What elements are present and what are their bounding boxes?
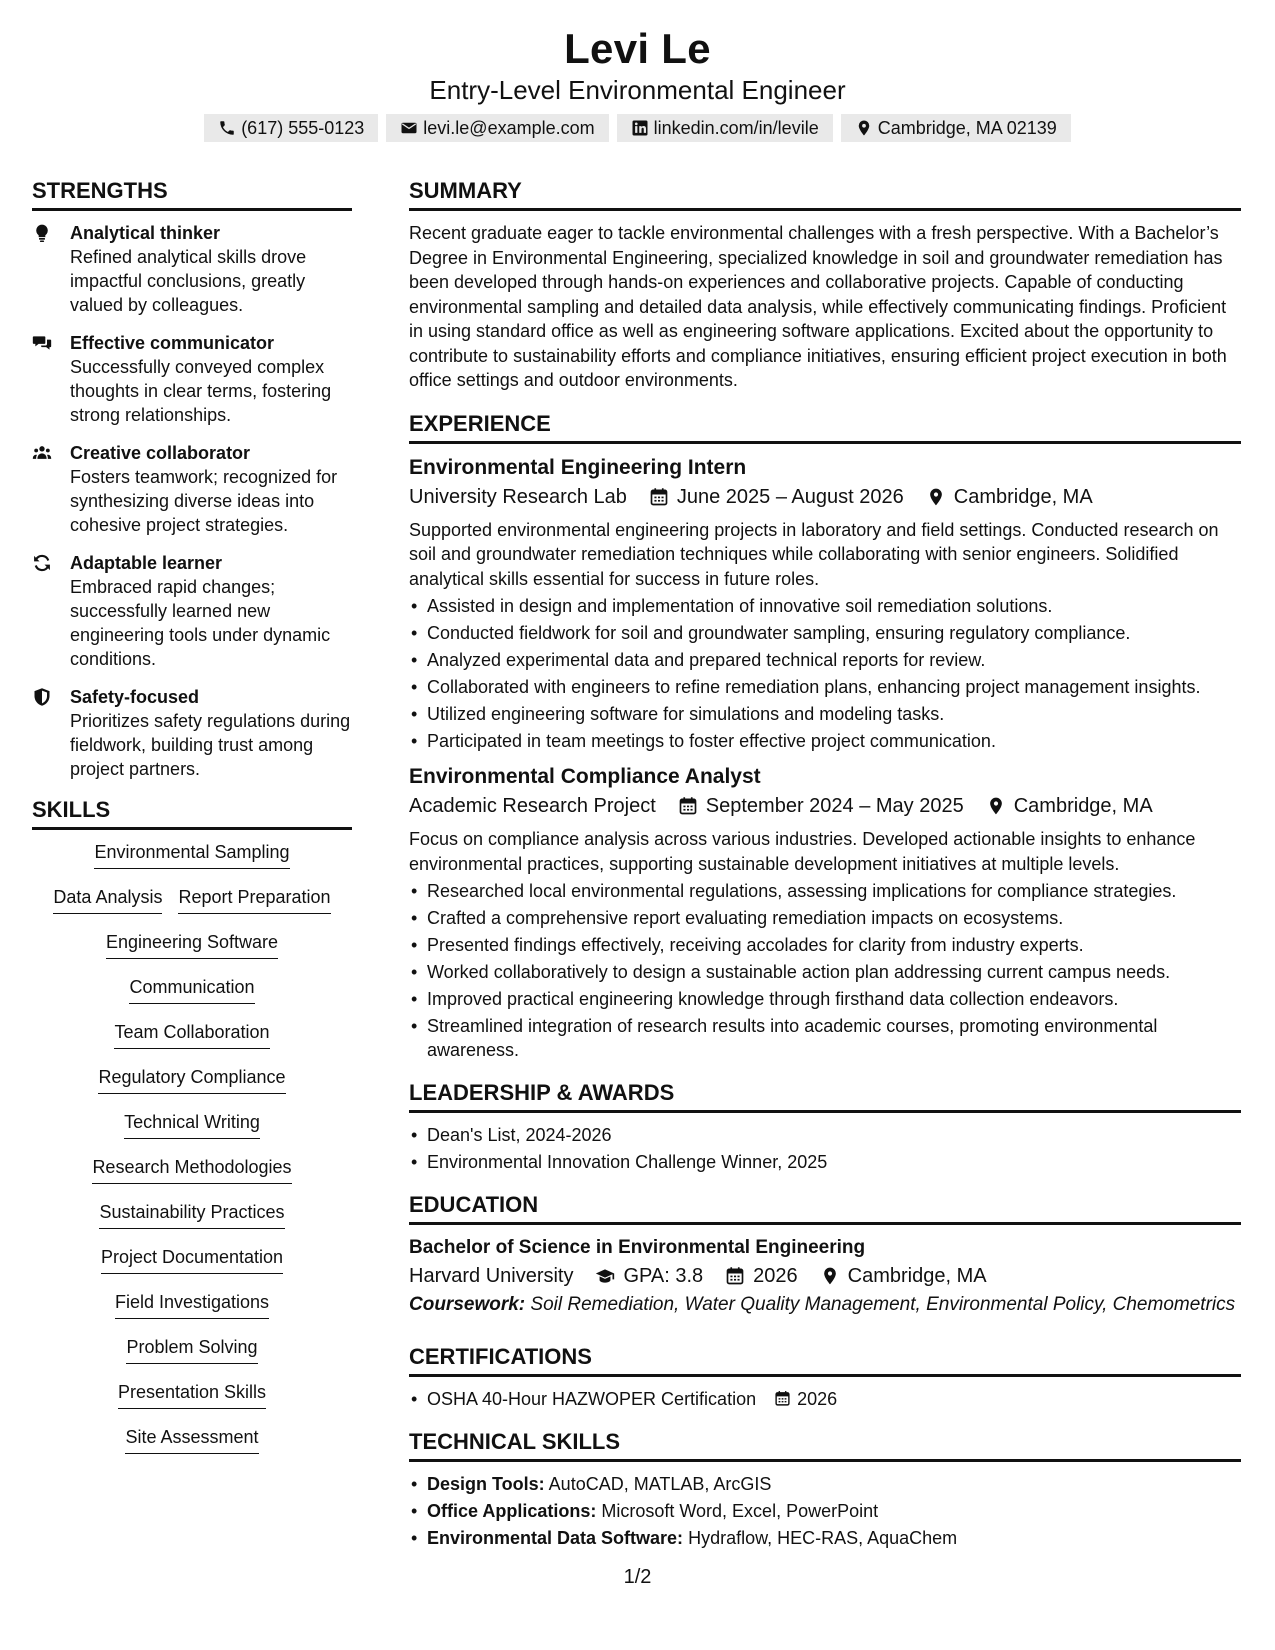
- summary-heading: SUMMARY: [409, 176, 1241, 211]
- strength-desc: Successfully conveyed complex thoughts in clear terms, fostering strong relationships.: [70, 357, 332, 425]
- list-item: [409, 1526, 1241, 1550]
- job-org: Academic Research Project: [409, 795, 656, 817]
- school-name: Harvard University: [409, 1265, 574, 1287]
- phone-icon: [218, 119, 236, 137]
- resume-header: [0, 24, 1275, 142]
- technical-skills-section: [409, 1427, 1241, 1550]
- strength-desc: Refined analytical skills drove impactful conclusions, greatly valued by colleagues.: [70, 247, 307, 315]
- contact-email[interactable]: [386, 114, 608, 142]
- strength-item: [32, 685, 352, 781]
- job-meta: [409, 482, 1241, 512]
- list-item: • Collaborated with engineers to refine remediation plans, enhancing project management insights.: [409, 675, 1241, 699]
- leadership-heading: LEADERSHIP & AWARDS: [409, 1078, 1241, 1113]
- job-bullets: [409, 879, 1241, 1062]
- education-heading: EDUCATION: [409, 1190, 1241, 1225]
- tech-label: Environmental Data Software:: [427, 1527, 684, 1548]
- strength-item: [32, 551, 352, 671]
- job-entry: [409, 763, 1241, 1062]
- skill-tag: Engineering Software: [106, 930, 278, 959]
- experience-heading: EXPERIENCE: [409, 409, 1241, 444]
- shield-icon: [32, 685, 70, 781]
- skill-tag: Project Documentation: [101, 1245, 283, 1274]
- job-location: Cambridge, MA: [953, 485, 1093, 508]
- skill-tag: Technical Writing: [124, 1110, 260, 1139]
- job-description: Supported environmental engineering projects in laboratory and field settings. Conducted research on soil and groundwater remediation techniques while collaborating with senior engineers. Solidified analytical skills essential for success in future roles.: [409, 519, 1219, 589]
- job-bullets: [409, 594, 1241, 753]
- tech-value: Microsoft Word, Excel, PowerPoint: [596, 1500, 879, 1521]
- strength-desc: Embraced rapid changes; successfully learned new engineering tools under dynamic conditions.: [70, 577, 331, 669]
- strength-item: [32, 221, 352, 317]
- graduation-year: 2026: [753, 1265, 798, 1287]
- map-marker-icon: [926, 487, 946, 507]
- leadership-section: [409, 1078, 1241, 1174]
- technical-skills-heading: TECHNICAL SKILLS: [409, 1427, 1241, 1462]
- strength-title: Safety-focused: [70, 687, 200, 707]
- list-item: • Assisted in design and implementation of innovative soil remediation solutions.: [409, 594, 1241, 618]
- education-meta: [409, 1261, 1241, 1291]
- linkedin-icon: [631, 119, 649, 137]
- page-number: 1/2: [623, 1566, 652, 1588]
- strength-title: Creative collaborator: [70, 443, 251, 463]
- technical-skills-list: [409, 1472, 1241, 1550]
- list-item: [409, 1472, 1241, 1496]
- list-item: • Analyzed experimental data and prepared technical reports for review.: [409, 648, 1241, 672]
- comments-icon: [32, 331, 70, 427]
- skill-tag: Communication: [129, 975, 254, 1004]
- contact-phone[interactable]: [204, 114, 378, 142]
- phone-text: (617) 555-0123: [241, 117, 365, 138]
- leadership-list: [409, 1123, 1241, 1174]
- list-item: [409, 1499, 1241, 1523]
- list-item: • Streamlined integration of research results into academic courses, promoting environmental awareness.: [409, 1014, 1241, 1062]
- list-item: • Researched local environmental regulations, assessing implications for compliance strategies.: [409, 879, 1241, 903]
- summary-section: [409, 176, 1241, 393]
- tech-value: Hydraflow, HEC-RAS, AquaChem: [683, 1527, 958, 1548]
- strength-item: [32, 331, 352, 427]
- certification-year: 2026: [797, 1388, 838, 1409]
- certification-name: • OSHA 40-Hour HAZWOPER Certification: [427, 1388, 757, 1409]
- location-text: Cambridge, MA 02139: [877, 117, 1057, 138]
- graduation-cap-icon: [595, 1266, 615, 1286]
- strength-desc: Fosters teamwork; recognized for synthesizing diverse ideas into cohesive project strategies.: [70, 467, 338, 535]
- job-entry: [409, 454, 1241, 754]
- list-item: • Worked collaboratively to design a sustainable action plan addressing current campus needs.: [409, 960, 1241, 984]
- strengths-heading: STRENGTHS: [32, 176, 352, 211]
- coursework: [409, 1293, 1241, 1318]
- skill-tag: Environmental Sampling: [94, 840, 289, 869]
- candidate-title: Entry-Level Environmental Engineer: [429, 75, 846, 105]
- certifications-section: [409, 1342, 1241, 1411]
- list-item: • Presented findings effectively, receiving accolades for clarity from industry experts.: [409, 933, 1241, 957]
- calendar-icon: [678, 796, 698, 816]
- strength-title: Effective communicator: [70, 333, 275, 353]
- coursework-label: Coursework:: [409, 1294, 526, 1315]
- job-location: Cambridge, MA: [1013, 795, 1153, 817]
- job-meta: [409, 791, 1241, 821]
- list-item: • Participated in team meetings to foster effective project communication.: [409, 729, 1241, 753]
- contact-location: [841, 114, 1071, 142]
- job-description: Focus on compliance analysis across various industries. Developed actionable insights to enhance environmental practices, supporting sustainable development initiatives at multiple levels.: [409, 829, 1196, 874]
- list-item: • Crafted a comprehensive report evaluating remediation impacts on ecosystems.: [409, 906, 1241, 930]
- job-role: Environmental Compliance Analyst: [409, 765, 761, 788]
- list-item: • Improved practical engineering knowledge through firsthand data collection endeavors.: [409, 987, 1241, 1011]
- candidate-name: Levi Le: [564, 25, 711, 72]
- list-item: • Utilized engineering software for simulations and modeling tasks.: [409, 702, 1241, 726]
- users-icon: [32, 441, 70, 537]
- skill-tag: Presentation Skills: [118, 1380, 266, 1409]
- degree-name: Bachelor of Science in Environmental Engineering: [409, 1237, 866, 1258]
- skill-tag: Report Preparation: [178, 885, 330, 914]
- list-item: • Conducted fieldwork for soil and groundwater sampling, ensuring regulatory compliance.: [409, 621, 1241, 645]
- job-dates: June 2025 – August 2026: [676, 485, 904, 508]
- tech-label: Design Tools:: [427, 1473, 545, 1494]
- certifications-list: [409, 1387, 1241, 1411]
- list-item: [409, 1387, 1241, 1411]
- skills-heading: SKILLS: [32, 795, 352, 830]
- tech-value: AutoCAD, MATLAB, ArcGIS: [544, 1473, 772, 1494]
- left-column: [32, 176, 352, 1470]
- map-marker-icon: [820, 1266, 840, 1286]
- certifications-heading: CERTIFICATIONS: [409, 1342, 1241, 1377]
- envelope-icon: [400, 119, 418, 137]
- strength-title: Analytical thinker: [70, 223, 221, 243]
- right-column: [409, 176, 1241, 1566]
- lightbulb-icon: [32, 221, 70, 317]
- gpa-text: GPA: 3.8: [623, 1265, 704, 1287]
- education-section: [409, 1190, 1241, 1318]
- summary-text: Recent graduate eager to tackle environmental challenges with a fresh perspective. With a Bachelor’s Degree in Environmental Engineering, specialized knowledge in soil and groundwater remediation has been developed through hands-on experiences and collaborative projects. Capable of conducting environmental sampling and detailed data analysis, while effectively communicating findings. Proficient in using standard office as well as engineering software applications. Excited about the opportunity to contribute to sustainability efforts and compliance initiatives, ensuring efficient project execution in both office settings and outdoor environments.: [409, 223, 1227, 390]
- job-role: Environmental Engineering Intern: [409, 455, 747, 479]
- coursework-list: Soil Remediation, Water Quality Management, Environmental Policy, Chemometrics: [525, 1294, 1236, 1315]
- sync-icon: [32, 551, 70, 671]
- map-marker-icon: [855, 119, 873, 137]
- skill-tag: Site Assessment: [125, 1425, 258, 1454]
- list-item: • Dean's List, 2024-2026: [409, 1123, 1241, 1147]
- school-location: Cambridge, MA: [847, 1265, 987, 1287]
- skill-tag: Regulatory Compliance: [98, 1065, 285, 1094]
- experience-section: [409, 409, 1241, 1063]
- job-org: University Research Lab: [409, 485, 627, 508]
- linkedin-text: linkedin.com/in/levile: [653, 117, 819, 138]
- skill-tag: Sustainability Practices: [99, 1200, 284, 1229]
- strength-item: [32, 441, 352, 537]
- contact-bar: [0, 114, 1275, 142]
- skill-tag: Problem Solving: [126, 1335, 257, 1364]
- skill-tag: Data Analysis: [53, 885, 162, 914]
- job-dates: September 2024 – May 2025: [705, 795, 964, 817]
- skill-tag: Research Methodologies: [92, 1155, 291, 1184]
- calendar-icon: [725, 1266, 745, 1286]
- tech-label: Office Applications:: [427, 1500, 597, 1521]
- map-marker-icon: [986, 796, 1006, 816]
- strength-title: Adaptable learner: [70, 553, 223, 573]
- calendar-icon: [649, 487, 669, 507]
- strength-desc: Prioritizes safety regulations during fieldwork, building trust among project partners.: [70, 711, 351, 779]
- email-text: levi.le@example.com: [423, 117, 595, 138]
- skill-tag: Field Investigations: [115, 1290, 269, 1319]
- list-item: • Environmental Innovation Challenge Winner, 2025: [409, 1150, 1241, 1174]
- skills-list: [32, 840, 352, 1470]
- contact-linkedin[interactable]: [617, 114, 833, 142]
- calendar-icon: [774, 1390, 791, 1407]
- skill-tag: Team Collaboration: [114, 1020, 269, 1049]
